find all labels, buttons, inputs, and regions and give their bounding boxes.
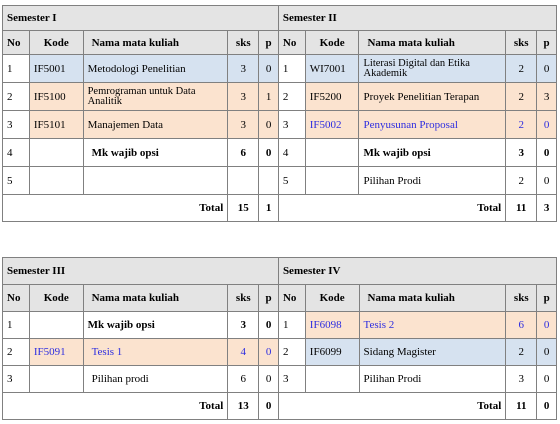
course-code-link[interactable]: IF5002 xyxy=(305,111,359,139)
col-p: p xyxy=(259,285,279,312)
course-p: 0 xyxy=(537,312,557,339)
course-name: Pemrograman untuk Data Analitik xyxy=(83,83,228,111)
row-no: 1 xyxy=(278,55,305,83)
total-label: Total xyxy=(3,393,228,420)
total-p: 1 xyxy=(259,195,279,222)
course-sks: 3 xyxy=(506,139,537,167)
course-p: 1 xyxy=(259,83,279,111)
course-sks: 6 xyxy=(506,312,537,339)
course-p: 0 xyxy=(537,139,557,167)
course-p: 0 xyxy=(537,167,557,195)
total-row xyxy=(3,195,557,222)
column-header-row xyxy=(3,285,557,312)
col-kode: Kode xyxy=(305,31,359,55)
course-p: 0 xyxy=(537,111,557,139)
col-sks: sks xyxy=(506,31,537,55)
col-no: No xyxy=(3,285,30,312)
course-p: 0 xyxy=(259,111,279,139)
course-name: Pilihan prodi xyxy=(83,366,228,393)
semester-1-title: Semester I xyxy=(3,6,279,31)
total-p: 0 xyxy=(259,393,279,420)
course-sks xyxy=(228,167,259,195)
col-kode: Kode xyxy=(29,31,83,55)
course-code: IF6099 xyxy=(305,339,359,366)
course-code xyxy=(29,366,83,393)
course-sks: 3 xyxy=(228,312,259,339)
course-name: Mk wajib opsi xyxy=(359,139,506,167)
col-no: No xyxy=(278,31,305,55)
row-no: 2 xyxy=(278,339,305,366)
course-code: WI7001 xyxy=(305,55,359,83)
total-sks: 13 xyxy=(228,393,259,420)
row-no: 1 xyxy=(3,55,30,83)
course-name: Literasi Digital dan Etika Akademik xyxy=(359,55,506,83)
row-no: 3 xyxy=(3,111,30,139)
course-code xyxy=(29,139,83,167)
total-label: Total xyxy=(278,195,505,222)
row-no: 3 xyxy=(278,111,305,139)
course-sks: 2 xyxy=(506,339,537,366)
table-row xyxy=(3,111,557,139)
course-name-link[interactable]: Tesis 2 xyxy=(359,312,506,339)
col-sks: sks xyxy=(506,285,537,312)
course-p: 0 xyxy=(259,139,279,167)
course-sks: 3 xyxy=(506,366,537,393)
course-p: 0 xyxy=(537,339,557,366)
col-no: No xyxy=(278,285,305,312)
table-row xyxy=(3,167,557,195)
course-name: Pilihan Prodi xyxy=(359,167,506,195)
course-sks: 3 xyxy=(228,111,259,139)
col-nama: Nama mata kuliah xyxy=(359,285,506,312)
course-p: 0 xyxy=(259,366,279,393)
total-sks: 11 xyxy=(506,195,537,222)
course-sks: 4 xyxy=(228,339,259,366)
row-no: 1 xyxy=(278,312,305,339)
col-p: p xyxy=(537,285,557,312)
row-no: 4 xyxy=(3,139,30,167)
course-code: IF5100 xyxy=(29,83,83,111)
course-p: 0 xyxy=(259,339,279,366)
course-p: 0 xyxy=(259,312,279,339)
row-no: 2 xyxy=(3,339,30,366)
total-label: Total xyxy=(3,195,228,222)
row-no: 5 xyxy=(3,167,30,195)
table-row xyxy=(3,366,557,393)
table-row xyxy=(3,339,557,366)
col-sks: sks xyxy=(228,285,259,312)
course-code xyxy=(305,167,359,195)
course-code xyxy=(29,312,83,339)
col-p: p xyxy=(259,31,279,55)
semester-1-2-table xyxy=(2,5,557,222)
col-nama: Nama mata kuliah xyxy=(83,285,228,312)
table-row xyxy=(3,83,557,111)
course-code: IF5101 xyxy=(29,111,83,139)
course-code: IF5200 xyxy=(305,83,359,111)
course-code: IF5001 xyxy=(29,55,83,83)
course-sks: 6 xyxy=(228,366,259,393)
row-no: 2 xyxy=(278,83,305,111)
course-sks: 2 xyxy=(506,55,537,83)
row-no: 2 xyxy=(3,83,30,111)
course-code xyxy=(29,167,83,195)
course-code xyxy=(305,366,359,393)
col-p: p xyxy=(537,31,557,55)
row-no: 3 xyxy=(278,366,305,393)
course-code-link[interactable]: IF6098 xyxy=(305,312,359,339)
course-p xyxy=(259,167,279,195)
course-name: Proyek Penelitian Terapan xyxy=(359,83,506,111)
course-name-link[interactable]: Penyusunan Proposal xyxy=(359,111,506,139)
course-code xyxy=(305,139,359,167)
course-name: Manajemen Data xyxy=(83,111,228,139)
course-p: 0 xyxy=(537,366,557,393)
table-row xyxy=(3,55,557,83)
column-header-row xyxy=(3,31,557,55)
course-sks: 2 xyxy=(506,111,537,139)
col-nama: Nama mata kuliah xyxy=(359,31,506,55)
col-nama: Nama mata kuliah xyxy=(83,31,228,55)
course-name-link[interactable]: Tesis 1 xyxy=(83,339,228,366)
col-no: No xyxy=(3,31,30,55)
title-row xyxy=(3,258,557,285)
semester-2-title: Semester II xyxy=(278,6,556,31)
semester-3-title: Semester III xyxy=(3,258,279,285)
course-sks: 6 xyxy=(228,139,259,167)
semester-3-4-table xyxy=(2,257,557,420)
course-p: 0 xyxy=(537,55,557,83)
table-row xyxy=(3,139,557,167)
semester-4-title: Semester IV xyxy=(278,258,556,285)
course-code-link[interactable]: IF5091 xyxy=(29,339,83,366)
total-p: 3 xyxy=(537,195,557,222)
course-sks: 2 xyxy=(506,83,537,111)
row-no: 1 xyxy=(3,312,30,339)
course-sks: 2 xyxy=(506,167,537,195)
course-name: Mk wajib opsi xyxy=(83,312,228,339)
total-row xyxy=(3,393,557,420)
row-no: 4 xyxy=(278,139,305,167)
row-no: 5 xyxy=(278,167,305,195)
table-row xyxy=(3,312,557,339)
course-p: 0 xyxy=(259,55,279,83)
total-sks: 15 xyxy=(228,195,259,222)
course-name: Mk wajib opsi xyxy=(83,139,228,167)
col-sks: sks xyxy=(228,31,259,55)
total-p: 0 xyxy=(537,393,557,420)
course-name: Metodologi Penelitian xyxy=(83,55,228,83)
total-sks: 11 xyxy=(506,393,537,420)
course-name: Pilihan Prodi xyxy=(359,366,506,393)
course-sks: 3 xyxy=(228,83,259,111)
course-name xyxy=(83,167,228,195)
course-name: Sidang Magister xyxy=(359,339,506,366)
course-sks: 3 xyxy=(228,55,259,83)
row-no: 3 xyxy=(3,366,30,393)
course-p: 3 xyxy=(537,83,557,111)
col-kode: Kode xyxy=(305,285,359,312)
title-row xyxy=(3,6,557,31)
col-kode: Kode xyxy=(29,285,83,312)
total-label: Total xyxy=(278,393,505,420)
